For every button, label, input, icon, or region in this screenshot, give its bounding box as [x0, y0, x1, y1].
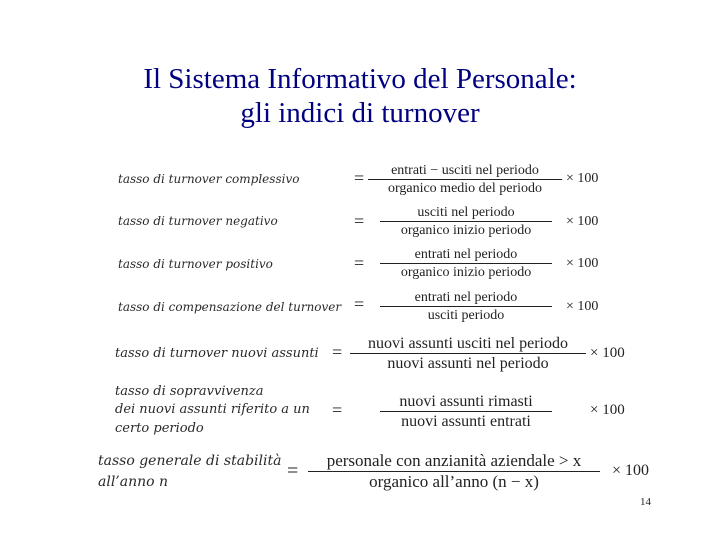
- fraction: [380, 393, 552, 430]
- denominator: nuovi assunti nel periodo: [387, 355, 549, 372]
- multiplier: × 100: [612, 462, 650, 479]
- fraction: [350, 335, 586, 372]
- title-line-1: Il Sistema Informativo del Personale:: [143, 63, 577, 95]
- numerator: nuovi assunti usciti nel periodo: [368, 335, 568, 352]
- denominator: organico inizio periodo: [400, 265, 532, 280]
- fraction: [368, 163, 562, 196]
- numerator: usciti nel periodo: [417, 205, 515, 220]
- denominator: organico inizio periodo: [400, 223, 532, 238]
- formula-label-line-1: tasso di sopravvivenza: [115, 384, 264, 399]
- equals-sign: =: [354, 253, 365, 273]
- numerator: entrati nel periodo: [414, 290, 518, 305]
- numerator: entrati − usciti nel periodo: [391, 163, 539, 178]
- numerator: entrati nel periodo: [414, 247, 518, 262]
- numerator: nuovi assunti rimasti: [399, 393, 533, 410]
- formula-label: tasso di turnover complessivo: [118, 172, 300, 186]
- formula-label: tasso di compensazione del turnover: [118, 300, 342, 314]
- title-line-2: gli indici di turnover: [240, 97, 480, 129]
- equals-sign: =: [354, 168, 365, 188]
- denominator: organico medio del periodo: [387, 181, 543, 196]
- fraction-bar: [380, 306, 552, 307]
- formula-label-line-1: tasso generale di stabilità: [98, 453, 282, 469]
- formula-label: tasso di turnover nuovi assunti: [115, 346, 319, 361]
- denominator: nuovi assunti entrati: [401, 413, 531, 430]
- equals-sign: =: [287, 460, 299, 482]
- formula-label-line-3: certo periodo: [115, 421, 204, 436]
- fraction: [380, 247, 552, 280]
- equals-sign: =: [354, 294, 365, 314]
- equals-sign: =: [354, 211, 365, 231]
- fraction: [380, 290, 552, 323]
- fraction: [308, 452, 600, 491]
- fraction-bar: [350, 353, 586, 354]
- multiplier: × 100: [566, 256, 599, 271]
- page-number: 14: [640, 496, 651, 508]
- multiplier: × 100: [566, 214, 599, 229]
- equals-sign: =: [332, 342, 343, 362]
- multiplier: × 100: [590, 345, 625, 361]
- fraction: [380, 205, 552, 238]
- slide-title: [0, 62, 720, 130]
- denominator: usciti periodo: [427, 308, 505, 323]
- formula-label-line-2: dei nuovi assunti riferito a un: [115, 402, 310, 417]
- equals-sign: =: [332, 400, 343, 420]
- fraction-bar: [380, 263, 552, 264]
- numerator: personale con anzianità aziendale > x: [326, 451, 582, 470]
- fraction-bar: [380, 221, 552, 222]
- formula-label: tasso di turnover negativo: [118, 214, 278, 228]
- fraction-bar: [380, 411, 552, 412]
- formula-label: tasso di turnover positivo: [118, 257, 273, 271]
- multiplier: × 100: [566, 171, 599, 186]
- denominator: organico all’anno (n − x): [369, 472, 539, 491]
- fraction-bar: [368, 179, 562, 180]
- multiplier: × 100: [590, 402, 625, 418]
- multiplier: × 100: [566, 299, 599, 314]
- formula-label-line-2: all’anno n: [98, 474, 169, 490]
